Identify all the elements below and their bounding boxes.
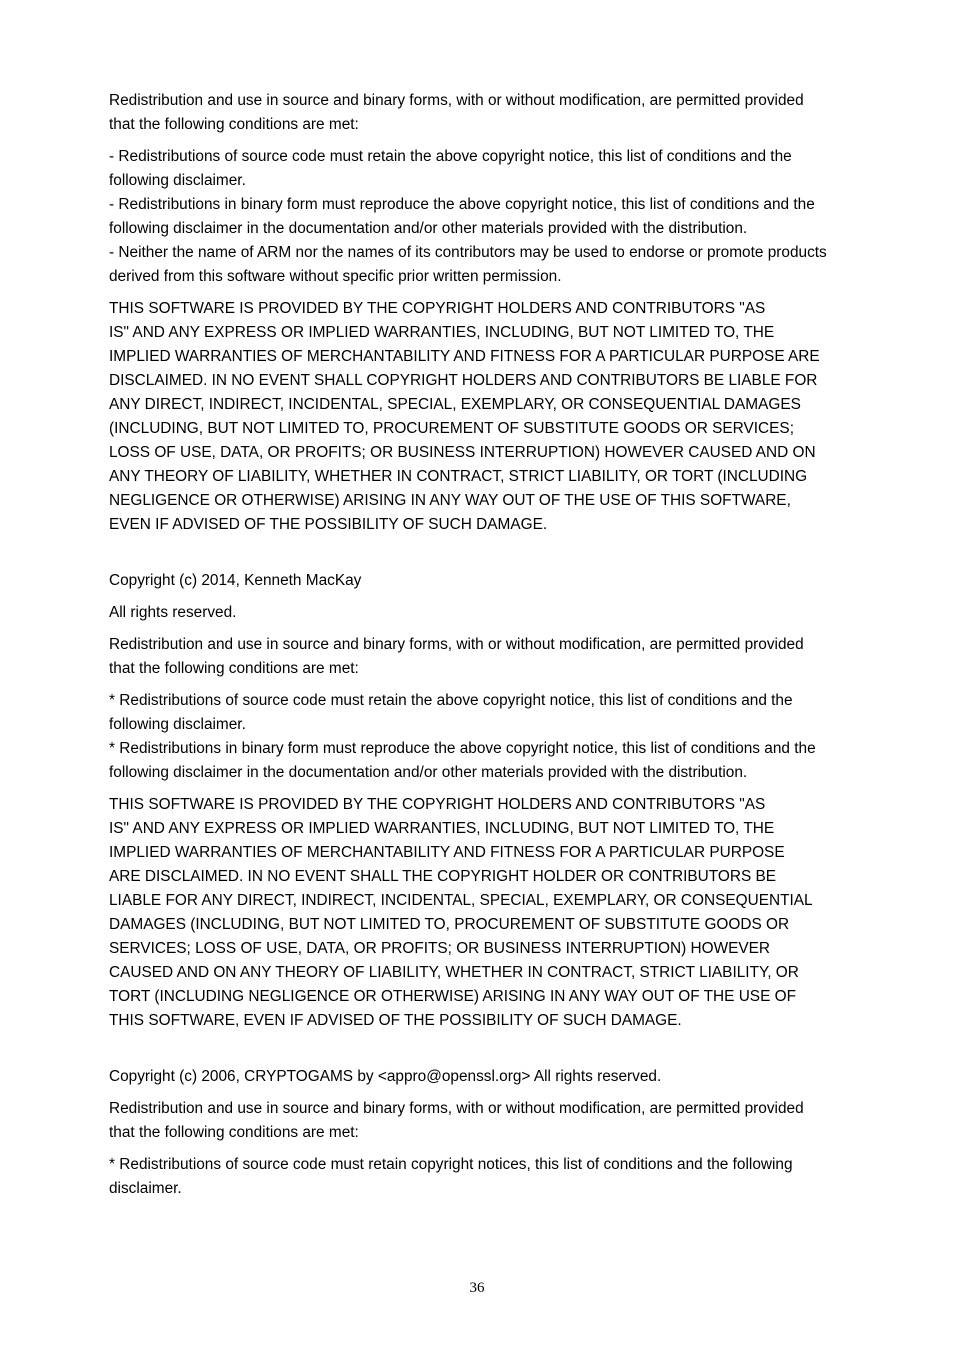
text-line: IMPLIED WARRANTIES OF MERCHANTABILITY AND FITNESS FOR A PARTICULAR PURPOSE ARE bbox=[109, 348, 820, 365]
text-line: LIABLE FOR ANY DIRECT, INDIRECT, INCIDENTAL, SPECIAL, EXEMPLARY, OR CONSEQUENTIAL bbox=[109, 892, 813, 909]
paragraph bbox=[109, 89, 869, 137]
license-section bbox=[109, 89, 869, 537]
text-line: IS" AND ANY EXPRESS OR IMPLIED WARRANTIES, INCLUDING, BUT NOT LIMITED TO, THE bbox=[109, 820, 775, 837]
paragraph-gap bbox=[109, 785, 869, 793]
text-line: IMPLIED WARRANTIES OF MERCHANTABILITY AND FITNESS FOR A PARTICULAR PURPOSE bbox=[109, 844, 785, 861]
paragraph-gap bbox=[109, 1145, 869, 1153]
text-line: - Redistributions in binary form must reproduce the above copyright notice, this list of conditions and the bbox=[109, 196, 815, 213]
section-gap bbox=[109, 537, 869, 569]
paragraph-gap bbox=[109, 137, 869, 145]
text-line: THIS SOFTWARE IS PROVIDED BY THE COPYRIGHT HOLDERS AND CONTRIBUTORS "AS bbox=[109, 796, 766, 813]
text-line: THIS SOFTWARE, EVEN IF ADVISED OF THE POSSIBILITY OF SUCH DAMAGE. bbox=[109, 1012, 682, 1029]
text-line: ARE DISCLAIMED. IN NO EVENT SHALL THE COPYRIGHT HOLDER OR CONTRIBUTORS BE bbox=[109, 868, 777, 885]
text-line: NEGLIGENCE OR OTHERWISE) ARISING IN ANY WAY OUT OF THE USE OF THIS SOFTWARE, bbox=[109, 492, 791, 509]
text-line: * Redistributions of source code must retain the above copyright notice, this list of conditions and the bbox=[109, 692, 793, 709]
text-line: following disclaimer. bbox=[109, 172, 246, 189]
text-line: * Redistributions of source code must retain copyright notices, this list of conditions and the following bbox=[109, 1156, 793, 1173]
text-line: Redistribution and use in source and binary forms, with or without modification, are permitted provided bbox=[109, 1100, 804, 1117]
text-line: Redistribution and use in source and binary forms, with or without modification, are permitted provided bbox=[109, 92, 804, 109]
text-line: Copyright (c) 2014, Kenneth MacKay bbox=[109, 572, 362, 589]
text-line: IS" AND ANY EXPRESS OR IMPLIED WARRANTIES, INCLUDING, BUT NOT LIMITED TO, THE bbox=[109, 324, 775, 341]
text-line: that the following conditions are met: bbox=[109, 116, 359, 133]
page-number: 36 bbox=[469, 1280, 485, 1296]
text-line: following disclaimer in the documentation and/or other materials provided with the distribution. bbox=[109, 764, 748, 781]
text-line: disclaimer. bbox=[109, 1180, 182, 1197]
text-line: * Redistributions in binary form must reproduce the above copyright notice, this list of conditions and the bbox=[109, 740, 816, 757]
text-line: Redistribution and use in source and binary forms, with or without modification, are permitted provided bbox=[109, 636, 804, 653]
text-line: following disclaimer in the documentation and/or other materials provided with the distribution. bbox=[109, 220, 748, 237]
paragraph-gap bbox=[109, 681, 869, 689]
paragraph bbox=[109, 1153, 869, 1201]
text-line: ANY THEORY OF LIABILITY, WHETHER IN CONTRACT, STRICT LIABILITY, OR TORT (INCLUDING bbox=[109, 468, 808, 485]
paragraph bbox=[109, 793, 869, 1033]
text-line: (INCLUDING, BUT NOT LIMITED TO, PROCUREMENT OF SUBSTITUTE GOODS OR SERVICES; bbox=[109, 420, 794, 437]
text-line: DISCLAIMED. IN NO EVENT SHALL COPYRIGHT HOLDERS AND CONTRIBUTORS BE LIABLE FOR bbox=[109, 372, 818, 389]
text-line: CAUSED AND ON ANY THEORY OF LIABILITY, WHETHER IN CONTRACT, STRICT LIABILITY, OR bbox=[109, 964, 799, 981]
text-line: derived from this software without specific prior written permission. bbox=[109, 268, 562, 285]
text-line: DAMAGES (INCLUDING, BUT NOT LIMITED TO, PROCUREMENT OF SUBSTITUTE GOODS OR bbox=[109, 916, 790, 933]
text-line: - Neither the name of ARM nor the names of its contributors may be used to endorse or promote products bbox=[109, 244, 827, 261]
license-text bbox=[109, 89, 869, 1201]
text-line: that the following conditions are met: bbox=[109, 1124, 359, 1141]
text-line: following disclaimer. bbox=[109, 716, 246, 733]
text-line: that the following conditions are met: bbox=[109, 660, 359, 677]
text-line: All rights reserved. bbox=[109, 604, 237, 621]
paragraph bbox=[109, 569, 869, 593]
paragraph-gap bbox=[109, 1089, 869, 1097]
license-section bbox=[109, 569, 869, 1033]
paragraph-gap bbox=[109, 593, 869, 601]
paragraph-gap bbox=[109, 289, 869, 297]
paragraph bbox=[109, 601, 869, 625]
text-line: SERVICES; LOSS OF USE, DATA, OR PROFITS; OR BUSINESS INTERRUPTION) HOWEVER bbox=[109, 940, 771, 957]
paragraph bbox=[109, 689, 869, 785]
license-section bbox=[109, 1065, 869, 1201]
text-line: LOSS OF USE, DATA, OR PROFITS; OR BUSINESS INTERRUPTION) HOWEVER CAUSED AND ON bbox=[109, 444, 816, 461]
paragraph bbox=[109, 1065, 869, 1089]
text-line: ANY DIRECT, INDIRECT, INCIDENTAL, SPECIAL, EXEMPLARY, OR CONSEQUENTIAL DAMAGES bbox=[109, 396, 801, 413]
paragraph bbox=[109, 297, 869, 537]
section-gap bbox=[109, 1033, 869, 1065]
paragraph bbox=[109, 633, 869, 681]
text-line: Copyright (c) 2006, CRYPTOGAMS by <appro@openssl.org> All rights reserved. bbox=[109, 1068, 662, 1085]
text-line: TORT (INCLUDING NEGLIGENCE OR OTHERWISE) ARISING IN ANY WAY OUT OF THE USE OF bbox=[109, 988, 796, 1005]
text-line: THIS SOFTWARE IS PROVIDED BY THE COPYRIGHT HOLDERS AND CONTRIBUTORS "AS bbox=[109, 300, 766, 317]
paragraph bbox=[109, 145, 869, 289]
paragraph-gap bbox=[109, 625, 869, 633]
text-line: EVEN IF ADVISED OF THE POSSIBILITY OF SUCH DAMAGE. bbox=[109, 516, 548, 533]
text-line: - Redistributions of source code must retain the above copyright notice, this list of conditions and the bbox=[109, 148, 792, 165]
paragraph bbox=[109, 1097, 869, 1145]
